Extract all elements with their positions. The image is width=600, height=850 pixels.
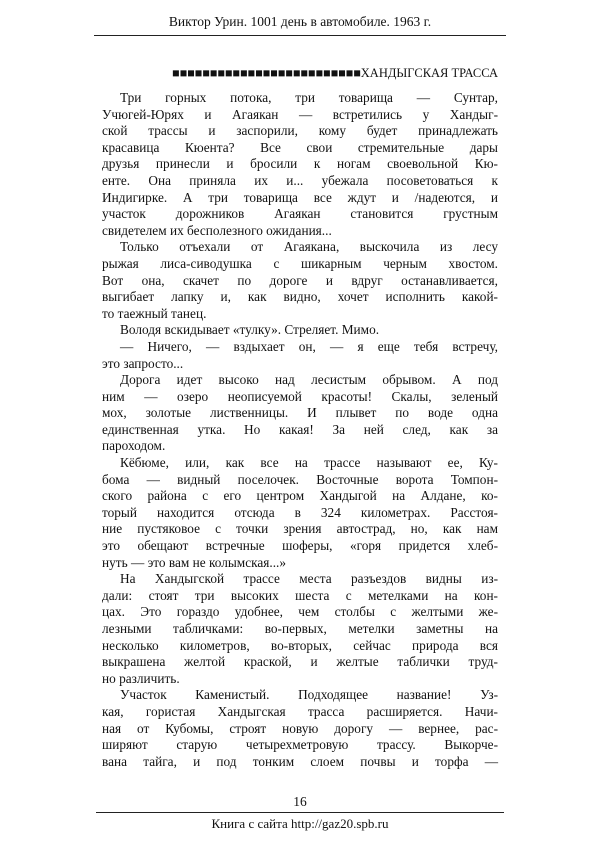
text-line: выкрашена желтой краской, и желтые таблички труд- — [102, 654, 498, 670]
text-line: то таежный танец. — [102, 305, 207, 321]
text-line: единственная утка. Но какая! За ней след, как за — [102, 421, 498, 437]
text-line: торый находится отсюда в 324 километрах. Расстоя- — [102, 504, 498, 520]
body-text — [102, 90, 498, 770]
text-line: ширяют старую четырехметровую трассу. Выкорче- — [102, 737, 498, 753]
text-line: бома — видный поселочек. Восточные ворота Томпон- — [102, 471, 498, 487]
text-line: Володя вскидывает «тулку». Стреляет. Мимо. — [120, 322, 380, 338]
text-line: На Хандыгской трассе места разъездов видны из- — [120, 571, 498, 587]
text-line: ная от Кубомы, строят новую дорогу — вернее, рас- — [102, 720, 498, 736]
text-line: кая, гористая Хандыгская трасса расширяется. Начи- — [102, 703, 498, 719]
text-line: Дорога идет высоко над лесистым обрывом. А под — [120, 372, 498, 388]
footer-divider — [96, 812, 504, 813]
text-line: лезными табличками: во-первых, метелки заметны на — [102, 621, 498, 636]
text-line: друзья принесли и бросили к ногам своевольной Кю- — [102, 156, 498, 172]
text-line: ние пустяковое с точки зрения автострад, но, как нам — [102, 521, 498, 537]
text-line: Вот она, скачет по дороге и вдруг останавливается, — [102, 272, 498, 288]
text-line: ского района с его центром Хандыгой на Алдане, ко- — [102, 488, 498, 504]
text-line: Только отъехали от Агаякана, выскочила из лесу — [120, 239, 498, 255]
text-line: дали: стоят три высоких шеста с метелками на кон- — [102, 587, 498, 603]
text-line: Кёбюме, или, как все на трассе называют ее, Ку- — [120, 455, 498, 471]
text-line: Индигирке. А три товарища все ждут и /надеются, и — [102, 189, 498, 205]
text-line: выгибает лапку и, как видно, хочет исполнить какой- — [102, 289, 498, 305]
text-line: пароходом. — [102, 438, 166, 454]
text-line: несколько километров, во-вторых, сейчас природа вся — [102, 637, 498, 653]
text-line: но различить. — [102, 670, 180, 686]
text-line: участок дорожников Агаякан становится грустным — [102, 206, 498, 222]
text-line: рыжая лиса-сиводушка с шикарным черным хвостом. — [102, 255, 498, 271]
text-line: ской трассы и заспорили, кому будет принадлежать — [102, 123, 498, 139]
text-line: это обещают встречные шоферы, «горя придется хлеб- — [102, 538, 498, 554]
text-line: енте. Она приняла их и... убежала посоветоваться к — [102, 172, 498, 188]
text-line: свидетелем их бесполезного ожидания... — [102, 222, 332, 238]
running-header: Виктор Урин. 1001 день в автомобиле. 1963 г. — [94, 14, 506, 36]
text-line: цах. Это гораздо удобнее, чем столбы с желтыми же- — [102, 604, 498, 620]
text-line: — Ничего, — вздыхает он, — я еще тебя встречу, — [120, 338, 498, 354]
page-number: 16 — [293, 794, 307, 809]
section-title: ■■■■■■■■■■■■■■■■■■■■■■■■■ХАНДЫГСКАЯ ТРАССА — [172, 66, 498, 80]
text-line: Три горных потока, три товарища — Сунтар, — [120, 90, 498, 105]
text-line: Участок Каменистый. Подходящее название! Уз- — [120, 687, 498, 703]
text-line: вана тайга, и под тонким слоем почвы и торфа — — [102, 753, 498, 769]
text-line: Учюгей-Юрях и Агаякан — встретились у Хандыг- — [102, 106, 498, 122]
text-line: мох, золотые лиственницы. И плывет по воде одна — [102, 405, 498, 421]
text-line: ним — озеро неописуемой красоты! Скалы, зеленый — [102, 388, 498, 404]
footer-source: Книга с сайта http://gaz20.spb.ru — [211, 816, 389, 831]
text-line: красавица Кюента? Все свои стремительные дары — [102, 139, 498, 155]
text-line: нуть — это вам не колымская...» — [102, 554, 287, 570]
text-line: это запросто... — [102, 355, 184, 371]
